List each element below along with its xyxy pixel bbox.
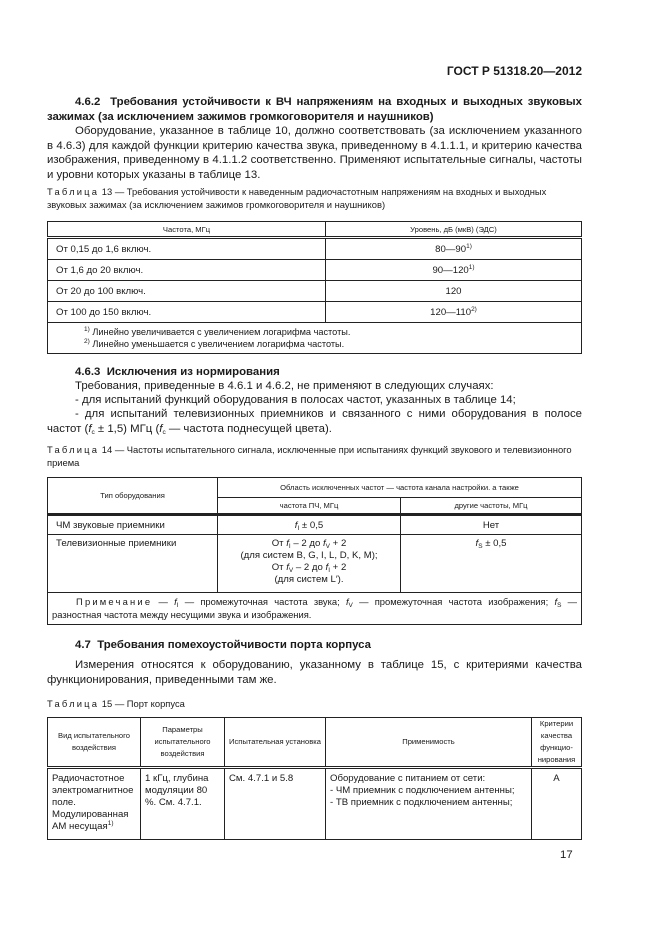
footnote-1: $^{1)}$ Линейно увеличивается с увеличением логарифма частоты. (84, 326, 351, 337)
caption-text: 13 — Требования устойчивости к наведенным радиочастотным напряжениям на входных и выходных звуковых зажимах (за исключением зажимов громкоговорителя и наушников) (47, 186, 547, 210)
table-row (48, 238, 582, 260)
header-other-freq: другие частоты, МГц (401, 498, 582, 515)
page-number: 17 (560, 849, 573, 861)
table-row (48, 515, 582, 535)
cell-params: 1 кГц, глубина модуляции 80 %. См. 4.7.1. (141, 768, 225, 840)
cell-if: От $f_I - 2$ до $f_V + 2$ (для систем B, G, I, L, D, K, M); От $f_V - 2$ до $f_I + 2$ (для систем L′). (218, 535, 401, 593)
cell-other: Нет (401, 515, 582, 535)
cell-type: Телевизионные приемники (48, 535, 218, 593)
section-4-6-3-title: 4.6.3 Исключения из нормирования (75, 366, 280, 378)
table-note: Примечание — $f_I$ — промежуточная частота звука; $f_V$ — промежуточная частота изображения; $f_S$ — разностная частота между несущими звука и изображения. (48, 593, 582, 625)
cell-setup: См. 4.7.1 и 5.8 (225, 768, 326, 840)
header-excluded-freq: Область исключенных частот — частота канала настройки. а также (218, 478, 582, 498)
section-4-7-body: Измерения относятся к оборудованию, указанному в таблице 15, с критериями качества функционирования, приведенными там же. (47, 659, 582, 686)
document-code: ГОСТ Р 51318.20—2012 (446, 64, 582, 78)
header-setup: Испытательная установка (225, 718, 326, 768)
header-kind: Вид испытательного воздействия (48, 718, 141, 768)
section-4-6-2 (47, 95, 582, 124)
section-4-6-3-intro: Требования, приведенные в 4.6.1 и 4.6.2, не применяют в следующих случаях: (75, 380, 494, 392)
section-number: 4.6.2 (75, 96, 101, 108)
table-15 (47, 717, 582, 840)
cell-level: 120—110$^{2)}$ (326, 302, 582, 323)
cell-frequency: От 20 до 100 включ. (48, 281, 326, 302)
table-header-row (48, 718, 582, 768)
table-row (48, 260, 582, 281)
header-equipment-type: Тип оборудования (48, 478, 218, 515)
cell-level: 80—90$^{1)}$ (326, 238, 582, 260)
cell-frequency: От 0,15 до 1,6 включ. (48, 238, 326, 260)
table15-caption: Таблица 15 — Порт корпуса (47, 698, 185, 709)
cell-criterion: А (532, 768, 582, 840)
table14-caption: Таблица 14 — Частоты испытательного сигнала, исключенные при испытаниях функций звукового и телевизионного приема (47, 444, 572, 468)
header-if-freq: частота ПЧ, МГц (218, 498, 401, 515)
section-4-6-3-item1: - для испытаний функций оборудования в полосах частот, указанных в таблице 14; (75, 394, 516, 406)
table-14 (47, 477, 582, 625)
cell-applicability: Оборудование с питанием от сети: - ЧМ приемник с подключением антенны; - ТВ приемник с подключением антенны; (326, 768, 532, 840)
table-row (48, 281, 582, 302)
section-4-7-title: 4.7 Требования помехоустойчивости порта корпуса (75, 639, 371, 651)
caption-label: Таблица (47, 186, 100, 197)
header-frequency: Частота, МГц (48, 222, 326, 238)
header-criteria: Критерии качества функцио-нирования (532, 718, 582, 768)
header-level: Уровень, дБ (мкВ) (ЭДС) (326, 222, 582, 238)
section-title: Требования устойчивости к ВЧ напряжениям на входных и выходных звуковых зажимах (за исключением зажимов громкоговорителя и наушников) (47, 96, 582, 123)
cell-if: $f_I \pm 0,5$ (218, 515, 401, 535)
cell-frequency: От 1,6 до 20 включ. (48, 260, 326, 281)
cell-frequency: От 100 до 150 включ. (48, 302, 326, 323)
cell-type: ЧМ звуковые приемники (48, 515, 218, 535)
section-4-6-2-body: Оборудование, указанное в таблице 10, должно соответствовать (за исключением указанного в 4.6.3) для каждой функции критерию качества звука, приведенному в 4.1.1.1, и критерию качества изображения, приведенному в 4.1.1.2 соответственно. Применяют испытательные сигналы, частоты и уровни которых указаны в таблице 13. (47, 125, 582, 181)
table-row (48, 768, 582, 840)
footnote-2: $^{2)}$ Линейно уменьшается с увеличением логарифма частоты. (84, 338, 345, 349)
table-13 (47, 221, 582, 354)
header-applicability: Применимость (326, 718, 532, 768)
cell-level: 120 (326, 281, 582, 302)
table-header-row (48, 222, 582, 238)
cell-kind: Радиочастотное электромагнитное поле. Модулированная АМ несущая$^{1)}$ (48, 768, 141, 840)
header-params: Параметры испытательного воздействия (141, 718, 225, 768)
table-row (48, 535, 582, 593)
table-footnotes (48, 323, 582, 354)
table-header-row (48, 478, 582, 498)
table-row (48, 302, 582, 323)
table13-caption (47, 185, 582, 211)
cell-level: 90—120$^{1)}$ (326, 260, 582, 281)
section-4-6-3-item2: - для испытаний телевизионных приемников и связанного с ними оборудования в полосе частот $(f_c \pm 1,5)$ МГц ($f_c$ — частота поднесущей цвета). (47, 408, 582, 436)
cell-other: $f_S \pm 0,5$ (401, 535, 582, 593)
